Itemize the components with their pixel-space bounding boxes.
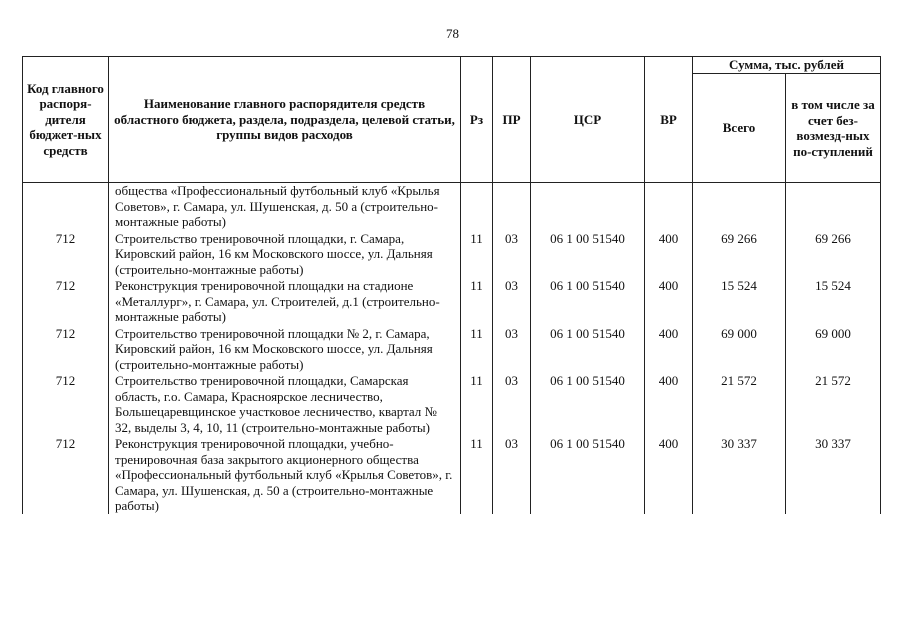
cell-pr: 03 — [493, 230, 531, 278]
cell-total: 69 266 — [693, 230, 786, 278]
continuation-row — [23, 183, 881, 230]
cell-name: Реконструкция тренировочной площадки на стадионе «Металлург», г. Самара, ул. Строителей, д.1 (строительно-монтажные работы) — [109, 277, 461, 325]
header-row-1 — [23, 57, 881, 74]
continuation-text: общества «Профессиональный футбольный клуб «Крылья Советов», г. Самара, ул. Шушенская, д. 50 а (строительно-монтажные работы) — [109, 183, 461, 230]
cell-rz: 11 — [461, 435, 493, 514]
cell-vr: 400 — [645, 325, 693, 373]
header-gratuitous: в том числе за счет без-возмезд-ных по-ступлений — [786, 74, 881, 183]
cell-total: 15 524 — [693, 277, 786, 325]
cell-gratuitous: 21 572 — [786, 372, 881, 435]
cell-total: 69 000 — [693, 325, 786, 373]
header-total: Всего — [693, 74, 786, 183]
table-row — [23, 325, 881, 373]
budget-table — [22, 56, 881, 514]
cell-name: Реконструкция тренировочной площадки, учебно-тренировочная база закрытого акционерного общества «Профессиональный футбольный клуб «Крылья Советов», г. Самара, ул. Шушенская, д. 50 а (строительно-монтажные работы) — [109, 435, 461, 514]
cell-code: 712 — [23, 230, 109, 278]
cell-gratuitous: 15 524 — [786, 277, 881, 325]
header-sum-group: Сумма, тыс. рублей — [693, 57, 881, 74]
cell-name: Строительство тренировочной площадки, Самарская область, г.о. Самара, Красноярское лесничество, Большецаревщинское участковое лесничество, квартал № 32, выделы 3, 4, 10, 11 (строительно-монтажные работы) — [109, 372, 461, 435]
table-row — [23, 230, 881, 278]
cell-code: 712 — [23, 435, 109, 514]
cell-csr: 06 1 00 51540 — [531, 325, 645, 373]
cell-pr: 03 — [493, 372, 531, 435]
cell-rz: 11 — [461, 230, 493, 278]
cell-rz: 11 — [461, 325, 493, 373]
cell-csr: 06 1 00 51540 — [531, 230, 645, 278]
table-row — [23, 372, 881, 435]
cell-code: 712 — [23, 277, 109, 325]
cell-csr: 06 1 00 51540 — [531, 277, 645, 325]
cell-rz: 11 — [461, 372, 493, 435]
cell-gratuitous: 69 000 — [786, 325, 881, 373]
cell-code: 712 — [23, 372, 109, 435]
cell-csr: 06 1 00 51540 — [531, 435, 645, 514]
page-number: 78 — [446, 26, 459, 41]
table-row — [23, 277, 881, 325]
header-vr: ВР — [645, 57, 693, 183]
cell-vr: 400 — [645, 230, 693, 278]
table-row — [23, 435, 881, 514]
cell-rz: 11 — [461, 277, 493, 325]
cell-total: 30 337 — [693, 435, 786, 514]
cell-name: Строительство тренировочной площадки, г. Самара, Кировский район, 16 км Московского шоссе, ул. Дальняя (строительно-монтажные работы) — [109, 230, 461, 278]
cell-code: 712 — [23, 325, 109, 373]
cell-total: 21 572 — [693, 372, 786, 435]
header-csr: ЦСР — [531, 57, 645, 183]
header-pr: ПР — [493, 57, 531, 183]
cell-vr: 400 — [645, 372, 693, 435]
cell-gratuitous: 30 337 — [786, 435, 881, 514]
cell-pr: 03 — [493, 325, 531, 373]
cell-pr: 03 — [493, 277, 531, 325]
cell-pr: 03 — [493, 435, 531, 514]
cell-name: Строительство тренировочной площадки № 2, г. Самара, Кировский район, 16 км Московского шоссе, ул. Дальняя (строительно-монтажные работы) — [109, 325, 461, 373]
cell-gratuitous: 69 266 — [786, 230, 881, 278]
cell-csr: 06 1 00 51540 — [531, 372, 645, 435]
header-name: Наименование главного распорядителя средств областного бюджета, раздела, подраздела, целевой статьи, группы видов расходов — [109, 57, 461, 183]
cell-vr: 400 — [645, 277, 693, 325]
header-rz: Рз — [461, 57, 493, 183]
cell-vr: 400 — [645, 435, 693, 514]
header-code: Код главного распоря-дителя бюджет-ных средств — [23, 57, 109, 183]
